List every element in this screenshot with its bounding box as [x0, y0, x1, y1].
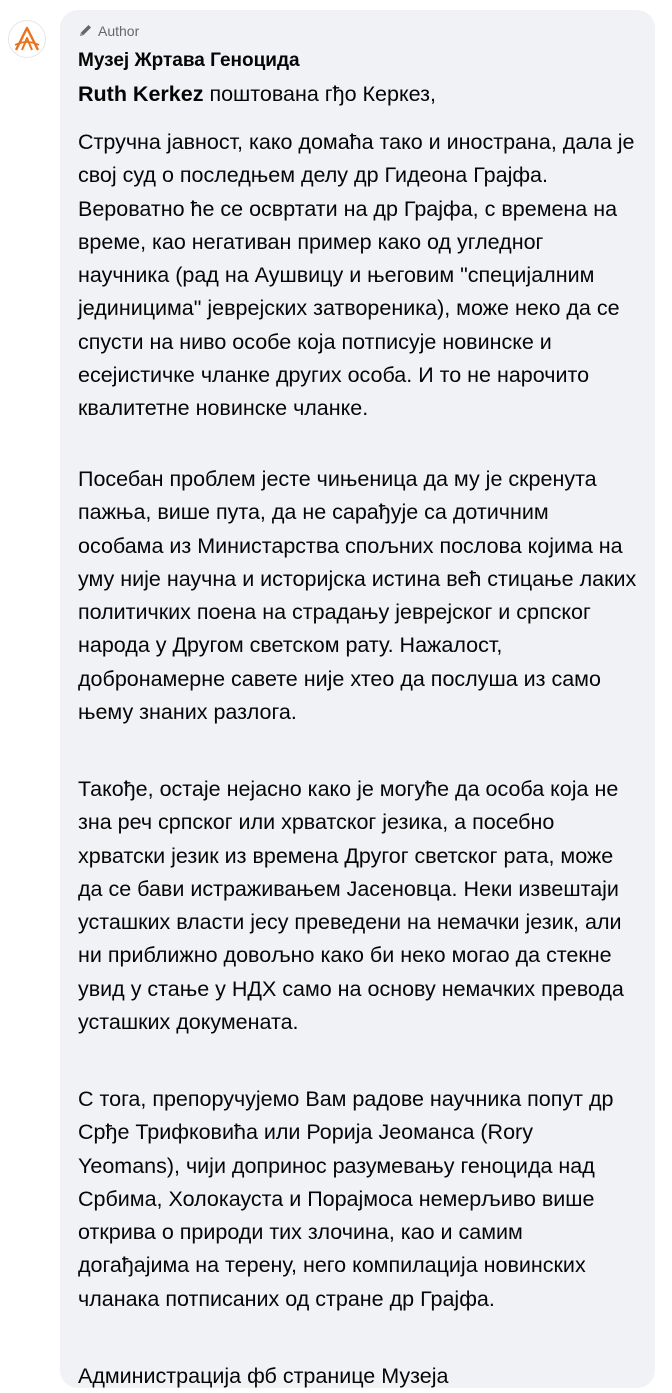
comment-paragraph: Посебан проблем јесте чињеница да му је скренута пажња, више пута, да не сарађује са дотичним особама из Министарства спољних послова којима на уму није научна и историјска истина већ стицање лаких политичких поена на страдању јеврејског и српског народа у Другом светском рату. Нажалост, добронамерне савете није хтео да послуша из само њему знаних разлога. — [78, 467, 637, 725]
comment-bubble — [60, 10, 655, 1388]
greeting-text: поштована гђо Керкез, — [209, 82, 436, 106]
comment-signature: Администрација фб странице Музеја — [78, 1364, 449, 1388]
comment-paragraph: С тога, препоручујемо Вам радове научника попут др Срђе Трифковића или Рорија Јеоманса (Rory Yeomans), чији допринос разумевању геноцида над Србима, Холокауста и Порајмоса немерљиво више открива о природи тих злочина, као и самим догађајима на терену, него компилација новинских чланака потписаних од стране др Грајфа. — [78, 1087, 614, 1311]
page-avatar[interactable] — [8, 20, 46, 58]
comment-author-name[interactable]: Музеј Жртава Геноцида — [78, 50, 300, 71]
comment-paragraph: Стручна јавност, како домаћа тако и иностранa, дала је свој суд о последњем делу др Гидеона Грајфа. Вероватно ће се освртати на др Грајфа, с времена на време, као негативан пример како од угледног научника (рад на Аушвицу и његовим "специјалним јединицима" јеврејских затвореника), може неко да се спусти на ниво особе која потписује новинске и есејистичке чланке других особа. И то не нарочито квалитетне новинске чланке. — [78, 130, 635, 421]
museum-logo-icon — [12, 24, 42, 54]
comment-paragraph: Такође, остаје нејасно како је могуће да особа која не зна реч српског или хрватског језика, а посебно хрватски језик из времена Другог светског рата, може да се бави истраживањем Јасеновца. Неки извештаји усташких власти јесу преведени на немачки језик, али ни приближно довољно како би неко могао да стекне увид у стање у НДХ само на основу немачких превода усташких докумената. — [78, 777, 624, 1035]
pencil-icon — [78, 24, 94, 38]
greeting-line — [78, 78, 436, 111]
author-badge-label: Author — [98, 23, 140, 39]
mention-link[interactable]: Ruth Kerkez — [78, 82, 204, 106]
author-badge — [78, 23, 139, 39]
